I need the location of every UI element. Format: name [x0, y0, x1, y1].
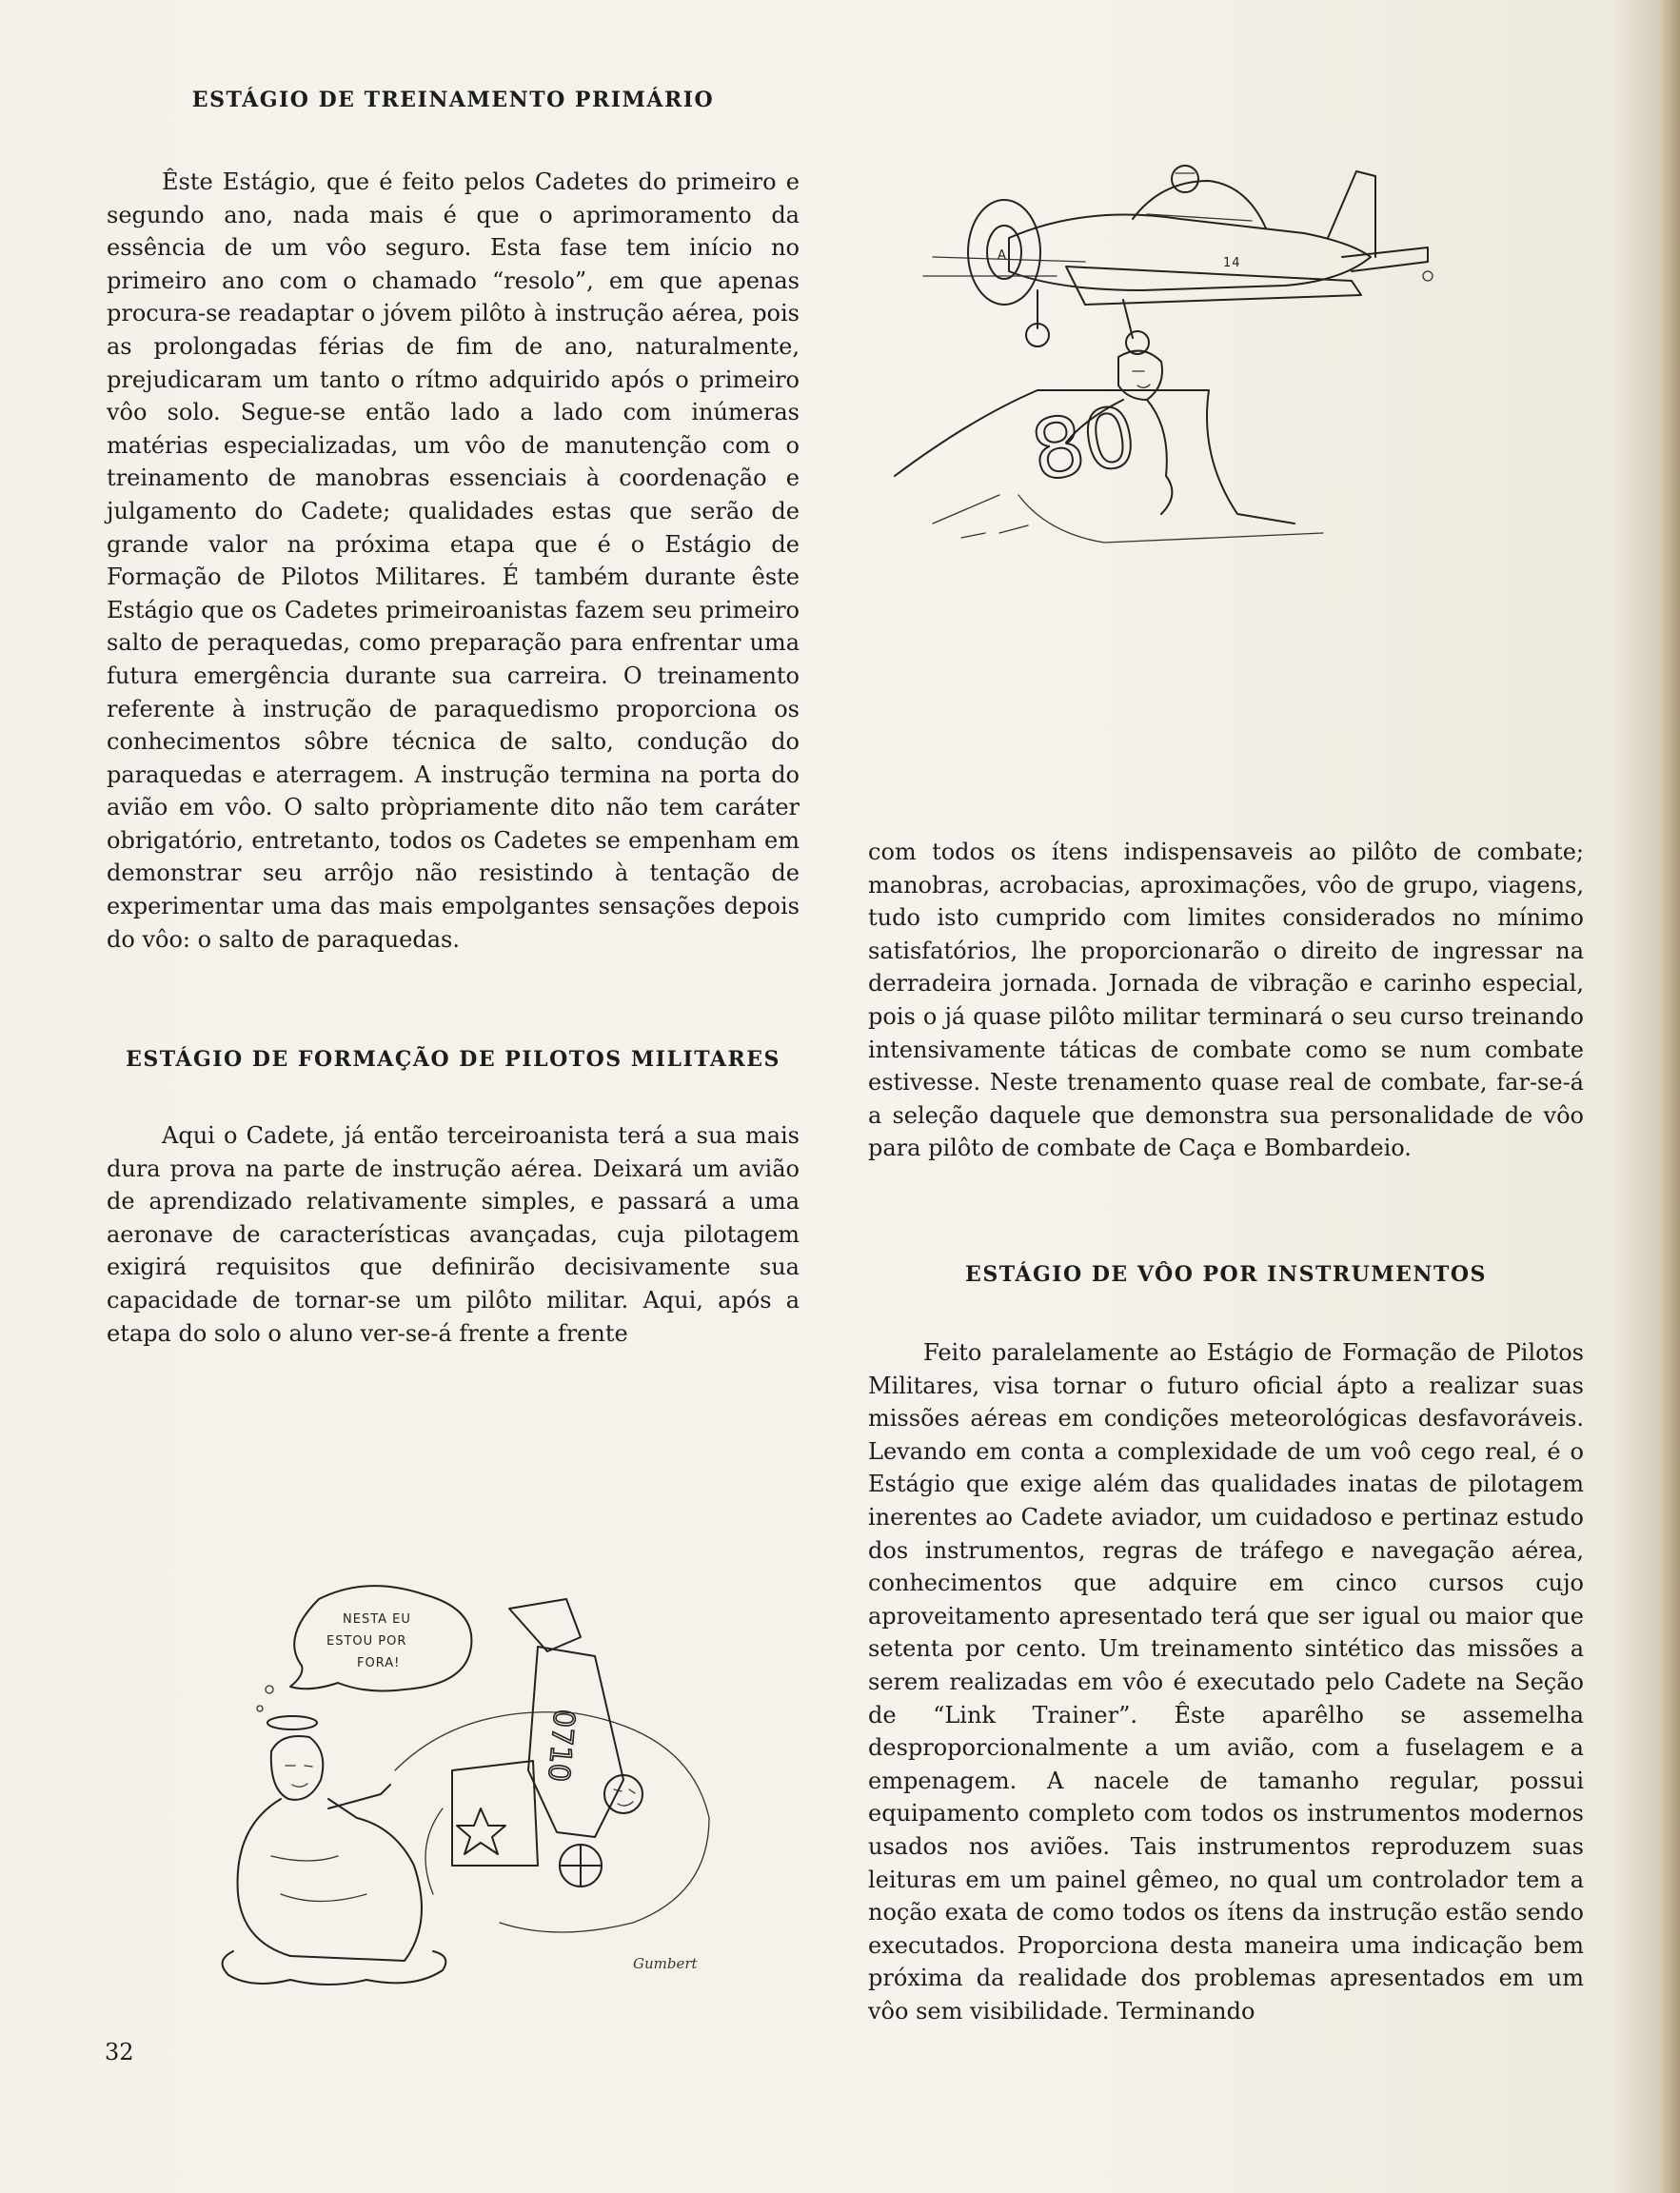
speech-line-3: FORA!	[357, 1656, 401, 1670]
section-body-military-part2: com todos os ítens indispensaveis ao pilôto de combate; manobras, acrobacias, aproximações, vôo de grupo, viagens, tudo isto cumprido com limites considerados no mínimo satisfatórios, lhe proporcionarão o direito de ingressar na derradeira jornada. Jornada de vibração e carinho especial, pois o já quase pilôto militar terminará o seu curso treinando intensivamente táticas de combate como se num combate estivesse. Neste trenamento quase real de combate, far-se-á a seleção daquele que demonstra sua personalidade de vôo para pilôto de combate de Caça e Bombardeio.	[868, 839, 1584, 1162]
section-title-instruments: ESTÁGIO DE VÔO POR INSTRUMENTOS	[965, 1262, 1487, 1287]
section-body-instruments: Feito paralelamente ao Estágio de Formação de Pilotos Militares, visa tornar o futuro oficial ápto a realizar suas missões aéreas em condições meteorológicas desfavoráveis. Levando em conta a complexidade de um voô cego real, é o Estágio que exige além das qualidades inatas de pilotagem inerentes ao Cadete aviador, um cuidadoso e pertinaz estudo dos instrumentos, regras de tráfego e navegação aérea, conhecimentos que adquire em cinco cursos cujo aproveitamento apresentado terá que ser igual ou maior que setenta por cento. Um treinamento sintético das missões a serem realizadas em vôo é executado pelo Cadete na Seção de “Link Trainer”. Êste aparêlho se assemelha desproporcionalmente a um avião, com a fuselagem e a empenagem. A nacele de tamanho regular, possui equipamento completo com todos os instrumentos modernos usados nos aviões. Tais instrumentos reproduzem suas leituras em um painel gêmeo, no qual um controlador tem a noção exata de como todos os ítens da instrução estão sendo executados. Proporciona desta maneira uma indicação bem próxima da realidade dos problemas apresentados em um vôo sem visibilidade. Terminando	[868, 1339, 1584, 2025]
speech-line-2: ESTOU POR	[326, 1634, 407, 1649]
section-military-training	[107, 1047, 800, 1350]
plane-tail-number: 0710	[541, 1708, 581, 1784]
artist-signature: Gumbert	[633, 1955, 698, 1972]
section-body-military-part1: Aqui o Cadete, já então terceiroanista terá a sua mais dura prova na parte de instrução aérea. Deixará um avião de aprendizado relativamente simples, e passará a uma aeronave de características avançadas, cuja pilotagem exigirá requisitos que definirão decisivamente sua capacidade de tornar-se um pilôto militar. Aqui, após a etapa do solo o aluno ver-se-á frente a frente	[107, 1122, 800, 1347]
star-icon	[457, 1808, 505, 1854]
section-title-primary: ESTÁGIO DE TREINAMENTO PRIMÁRIO	[191, 88, 715, 112]
cartoon-angel-and-plane	[214, 1580, 776, 1989]
section-primary-training	[107, 88, 800, 956]
section-military-continued	[868, 836, 1584, 1165]
cartoon-airplane-landing	[895, 114, 1523, 562]
runway-number: 80	[1024, 388, 1144, 501]
section-body-primary: Êste Estágio, que é feito pelos Cadetes do primeiro e segundo ano, nada mais é que o aprimoramento da essência de um vôo seguro. Esta fase tem início no primeiro ano com o chamado “resolo”, em que apenas procura-se readaptar o jóvem pilôto à instrução aérea, pois as prolongadas férias de fim de ano, naturalmente, prejudicaram um tanto o rítmo adquirido após o primeiro vôo solo. Segue-se então lado a lado com inúmeras matérias especializadas, um vôo de manutenção com o treinamento de manobras essenciais à coordenação e julgamento do Cadete; qualidades estas que serão de grande valor na próxima etapa que é o Estágio de Formação de Pilotos Militares. É também durante êste Estágio que os Cadetes primeiroanistas fazem seu primeiro salto de peraquedas, como preparação para enfrentar uma futura emergência durante sua carreira. O treinamento referente à instrução de paraquedismo proporciona os conhecimentos sôbre técnica de salto, condução do paraquedas e aterragem. A instrução termina na porta do avião em vôo. O salto pròpriamente dito não tem caráter obrigatório, entretanto, todos os Cadetes se empenham em demonstrar seu arrôjo não resistindo à tentação de experimentar uma das mais empolgantes sensações depois do vôo: o salto de paraquedas.	[107, 168, 800, 953]
speech-line-1: NESTA EU	[343, 1612, 411, 1627]
section-title-military: ESTÁGIO DE FORMAÇÃO DE PILOTOS MILITARES	[126, 1047, 781, 1072]
page-number: 32	[105, 2039, 134, 2065]
section-instrument-flight	[868, 1262, 1584, 2027]
cowling-letter: A	[998, 248, 1007, 263]
aircraft-marking: 14	[1223, 256, 1241, 270]
page-edge-shadow	[1659, 0, 1680, 2193]
